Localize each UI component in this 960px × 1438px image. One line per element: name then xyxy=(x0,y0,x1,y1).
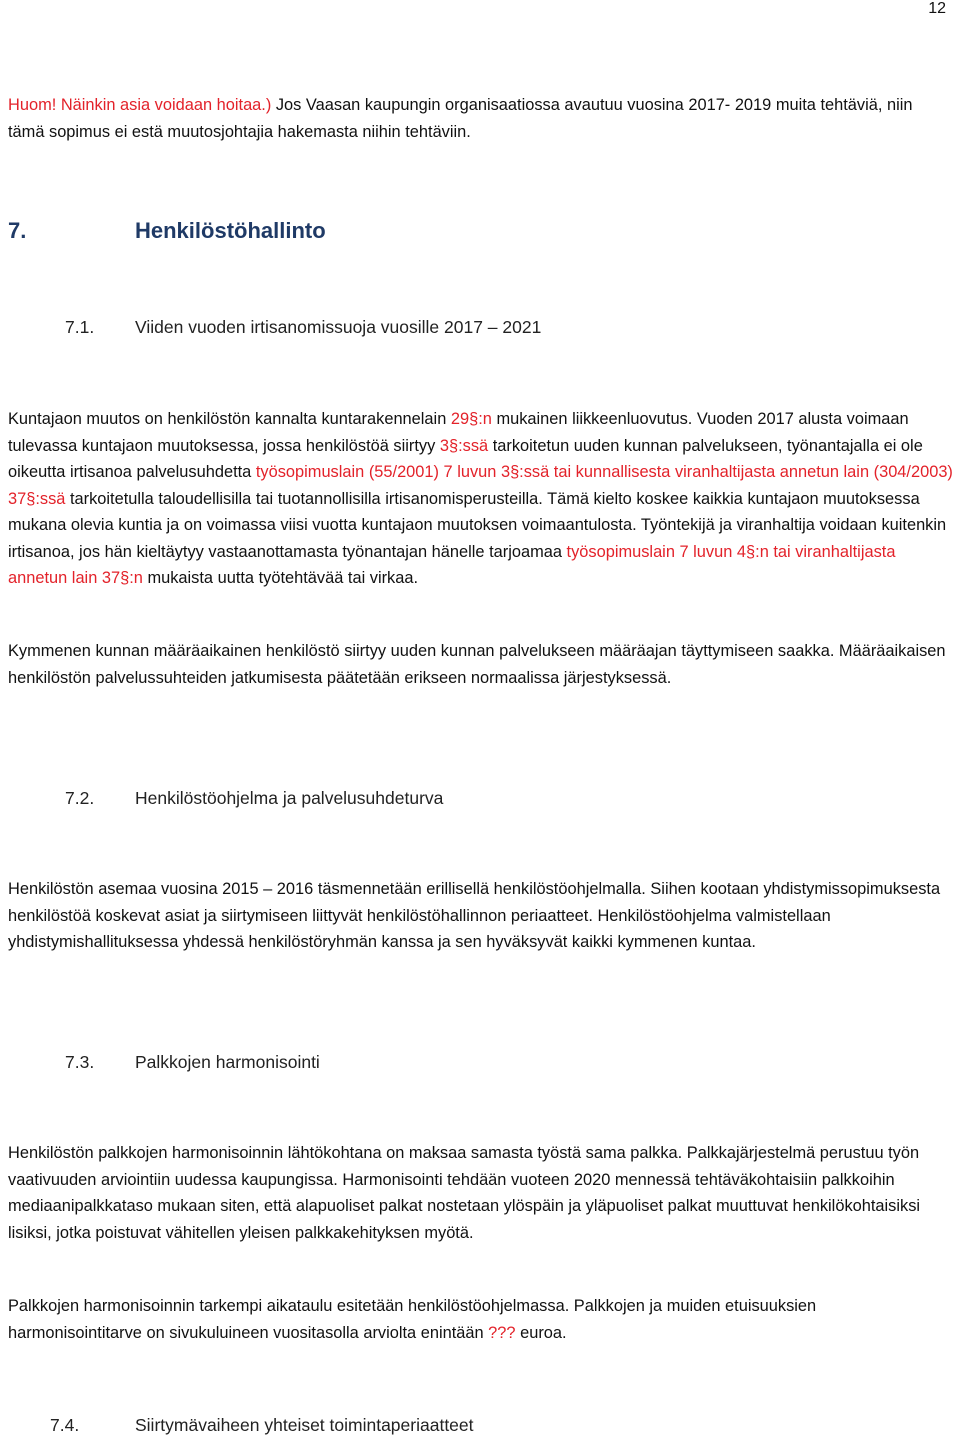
text: Palkkojen harmonisoinnin tarkempi aikataulu esitetään henkilöstöohjelmassa. Palkkojen ja muiden etuisuuksien harmonisointitarve on sivukuluineen vuositasolla arviolta enintään xyxy=(8,1297,817,1342)
page-number: 12 xyxy=(928,0,946,17)
text: tarkoitetulla taloudellisilla tai tuotannollisilla irtisanomisperusteilla. Tämä kielto koskee kaikkia kuntajaon muutoksessa mukana olevia kuntia ja on voimassa viisi vuotta kuntajaon muutoksen voimaantulosta. Työntekijä ja viranhaltija voidaan kuitenkin irtisanoa, jos hän kieltäytyy vastaanottamasta työnantajan hänelle tarjoamaa xyxy=(8,489,947,561)
text: mukaista uutta työtehtävää tai virkaa. xyxy=(142,569,419,587)
legal-reference: työsopimuslain 7 luvun 4§:n tai viranhaltijasta annetun lain 37§:n xyxy=(8,542,896,587)
section-7-3-paragraph-2 xyxy=(8,1293,953,1346)
text: tarkoitetun uuden kunnan palvelukseen, työnantajalla ei ole oikeutta irtisanoa palvelusuhdetta xyxy=(8,436,923,481)
section-7-2-paragraph: Henkilöstön asemaa vuosina 2015 – 2016 täsmennetään erillisellä henkilöstöohjelmalla. Siihen kootaan yhdistymissopimuksesta henkilöstöä koskevat asiat ja siirtymiseen liittyvät henkilöstöhallinnon periaatteet. Henkilöstöohjelma valmistellaan yhdistymishallituksessa yhdessä henkilöstöryhmän kanssa ja sen hyväksyvät kaikki kymmenen kuntaa. xyxy=(8,880,941,951)
section-7-2-title: Henkilöstöohjelma ja palvelusuhdeturva xyxy=(135,788,444,808)
intro-note: Huom! Näinkin asia voidaan hoitaa.) xyxy=(8,96,272,114)
legal-reference: työsopimuslain (55/2001) 7 luvun 3§:ssä tai kunnallisesta viranhaltijasta annetun lain (304/2003) 37§:ssä xyxy=(8,463,953,508)
section-7-3-paragraph-1: Henkilöstön palkkojen harmonisoinnin lähtökohtana on maksaa samasta työstä sama palkka. Palkkajärjestelmä perustuu työn vaativuuden arviointiin uudessa kaupungissa. Harmonisointi tehdään vuoteen 2020 mennessä tehtäväkohtaisiin palkkoihin mediaanipalkkataso mukaan siten, että alapuoliset palkat nostetaan ylöspäin ja yläpuoliset palkat muuttuvat henkilökohtaisiksi lisiksi, jotka poistuvat vähitellen yleisen palkkakehityksen myötä. xyxy=(8,1144,921,1242)
legal-reference: 29§:n xyxy=(450,410,492,428)
text: mukainen liikkeenluovutus. Vuoden 2017 alusta voimaan tulevassa kuntajaon muutoksessa, jossa henkilöstöä siirtyy xyxy=(8,410,909,455)
legal-reference: 3§:ssä xyxy=(439,436,489,455)
section-7-4-title: Siirtymävaiheen yhteiset toimintaperiaatteet xyxy=(135,1415,474,1435)
section-7-1-title: Viiden vuoden irtisanomissuoja vuosille 2017 – 2021 xyxy=(135,317,542,337)
section-7-3-number: 7.3. xyxy=(65,1052,95,1072)
intro-text: Jos Vaasan kaupungin organisaatiossa avautuu vuosina 2017- 2019 muita tehtäviä, niin tämä sopimus ei estä muutosjohtajia hakemasta niihin tehtäviin. xyxy=(8,96,913,141)
section-7-2-number: 7.2. xyxy=(65,788,95,808)
section-7-1-paragraph-2: Kymmenen kunnan määräaikainen henkilöstö siirtyy uuden kunnan palvelukseen määräajan täyttymiseen saakka. Määräaikaisen henkilöstön palvelussuhteiden jatkumisesta päätetään erikseen normaalissa järjestyksessä. xyxy=(8,642,946,687)
section-7-title: Henkilöstöhallinto xyxy=(135,218,326,243)
section-7-1-paragraph-1 xyxy=(8,406,953,592)
text: Kuntajaon muutos on henkilöstön kannalta kuntarakennelain xyxy=(8,410,451,428)
section-7-number: 7. xyxy=(8,218,27,243)
section-7-4-number: 7.4. xyxy=(50,1415,80,1435)
text: euroa. xyxy=(515,1323,567,1342)
intro-paragraph xyxy=(8,92,953,145)
amount-placeholder: ??? xyxy=(488,1323,516,1342)
section-7-1-number: 7.1. xyxy=(65,317,95,337)
section-7-3-title: Palkkojen harmonisointi xyxy=(135,1052,320,1072)
